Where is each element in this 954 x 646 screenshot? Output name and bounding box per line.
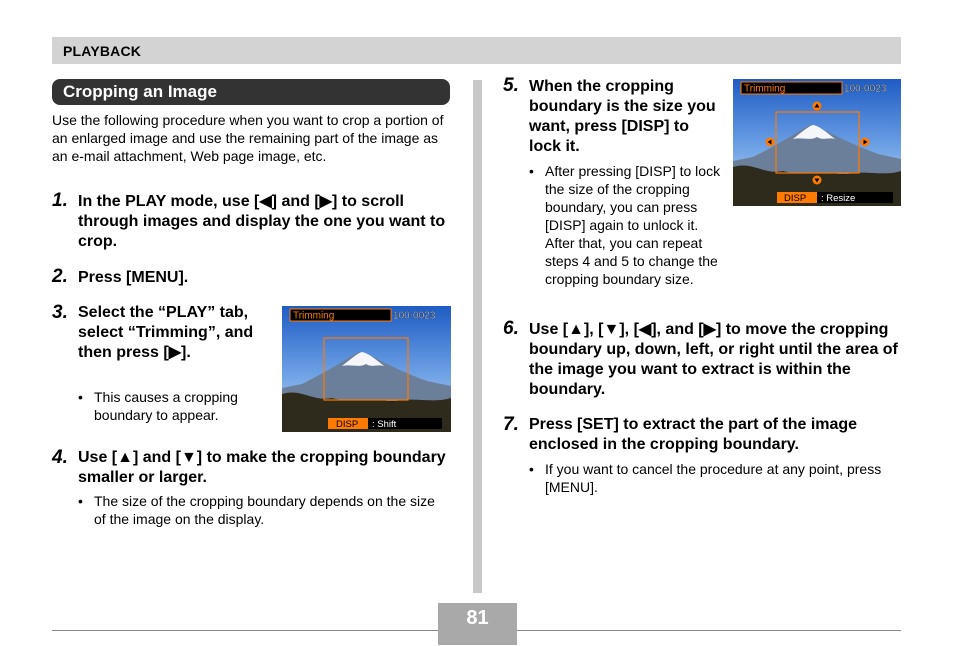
section-title: Cropping an Image — [63, 82, 217, 101]
step-4-number: 4. — [52, 447, 68, 468]
screen-2-action: : Resize — [821, 193, 856, 204]
step-4-note-text: The size of the cropping boundary depends on the size of the image on the display. — [94, 493, 435, 527]
step-2-number: 2. — [52, 266, 68, 287]
step-5-text: When the cropping boundary is the size you want, press [DISP] to lock it. — [529, 78, 716, 155]
step-7-number: 7. — [503, 414, 519, 435]
screen-1-action: : Shift — [372, 419, 397, 430]
bullet-dot: • — [529, 461, 534, 477]
chapter-label: PLAYBACK — [63, 43, 142, 59]
step-6-text: Use [▲], [▼], [◀], and [▶] to move the cropping boundary up, down, left, or right until the area of the image you want to extract is within the boundary. — [529, 321, 898, 398]
section-title-bar — [52, 79, 450, 105]
arrow-left-icon — [766, 138, 775, 147]
column-divider — [473, 80, 482, 593]
screen-2-key: DISP — [784, 193, 807, 204]
page-number: 81 — [466, 607, 489, 629]
step-5-note — [529, 162, 725, 288]
bullet-dot: • — [78, 493, 83, 509]
arrow-right-icon — [861, 138, 870, 147]
screen-1-title: Trimming — [293, 310, 335, 322]
step-5-note-text: After pressing [DISP] to lock the size of the cropping boundary, you can press [DISP] again to unlock it. After that, you can repeat steps 4 and 5 to change the cropping boundary size. — [545, 163, 721, 287]
step-7-text: Press [SET] to extract the part of the image enclosed in the cropping boundary. — [529, 416, 858, 453]
camera-screen-shift — [282, 306, 451, 432]
bullet-dot: • — [78, 389, 83, 405]
step-7-note-text: If you want to cancel the procedure at any point, press [MENU]. — [545, 461, 882, 495]
step-4-text: Use [▲] and [▼] to make the cropping boundary smaller or larger. — [78, 449, 446, 486]
step-1-text: In the PLAY mode, use [◀] and [▶] to scroll through images and display the one you want to crop. — [78, 193, 446, 250]
intro-paragraph: Use the following procedure when you want to crop a portion of an enlarged image and use the remaining part of the image as an e-mail attachment, Web page image, etc. — [52, 112, 444, 164]
step-5-number: 5. — [503, 75, 519, 96]
camera-screen-resize — [733, 79, 901, 206]
step-6-number: 6. — [503, 318, 519, 339]
step-3-number: 3. — [52, 302, 68, 323]
arrow-down-icon — [813, 176, 822, 185]
screen-2-file-number: 100-0023 — [844, 83, 887, 95]
step-1-number: 1. — [52, 190, 68, 211]
page-number-box — [438, 603, 517, 645]
step-7-note — [529, 460, 885, 496]
screen-2-title: Trimming — [744, 83, 786, 95]
screen-1-key: DISP — [336, 419, 359, 430]
screen-1-file-number: 100-0023 — [393, 310, 436, 322]
step-3-note — [78, 388, 269, 424]
arrow-up-icon — [813, 102, 822, 111]
bullet-dot: • — [529, 163, 534, 179]
header-bar — [52, 37, 901, 64]
step-4-note — [78, 492, 444, 528]
step-3-text: Select the “PLAY” tab, select “Trimming”, and then press [▶]. — [78, 304, 254, 361]
step-2-text: Press [MENU]. — [78, 269, 189, 286]
step-3-note-text: This causes a cropping boundary to appear. — [94, 389, 238, 423]
